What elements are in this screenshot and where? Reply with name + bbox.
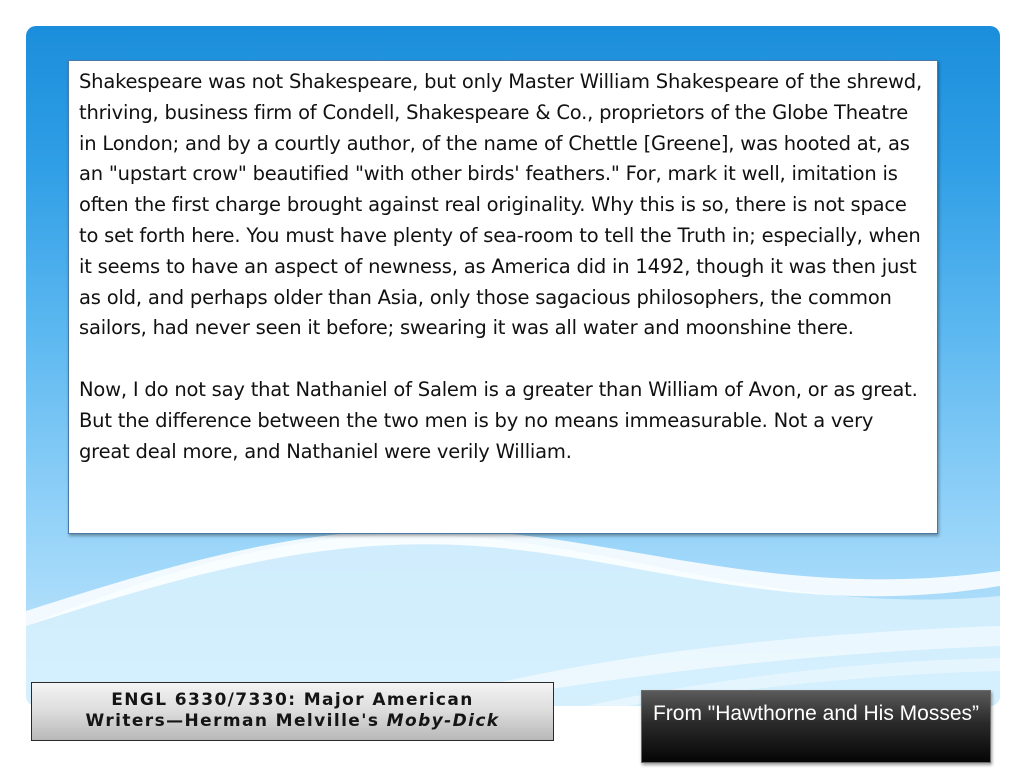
course-title-prefix: Writers—Herman Melville's [85,711,387,731]
quote-paragraph-1: Shakespeare was not Shakespeare, but only Master William Shakespeare of the shrewd, thriving, business firm of Condell, Shakespeare & Co., proprietors of the Globe Theatre in London; and by a courtly author, of the name of Chettle [Greene], was hooted at, as an "upstart crow" beautified "with other birds' feathers." For, mark it well, imitation is often the first charge brought against real originality. Why this is so, there is not space to set forth here. You must have plenty of sea-room to tell the Truth in; especially, when it seems to have an aspect of newness, as America did in 1492, though it was then just as old, and perhaps older than Asia, only those sagacious philosophers, the common sailors, had never seen it before; swearing it was all water and moonshine there. [79,70,922,340]
course-title-italic: Moby-Dick [386,711,500,731]
course-title-box [31,682,554,741]
quote-paragraph-2: Now, I do not say that Nathaniel of Salem is a greater than William of Avon, or as great. But the difference between the two men is by no means immeasurable. Not a very great deal more, and Nathaniel were verily William. [79,377,918,463]
source-label: From "Hawthorne and His Mosses” [652,702,980,725]
course-title-line-2 [32,711,553,732]
quote-text-box [68,60,938,534]
source-label-box [641,690,991,763]
course-title-line-1: ENGL 6330/7330: Major American [111,690,474,710]
